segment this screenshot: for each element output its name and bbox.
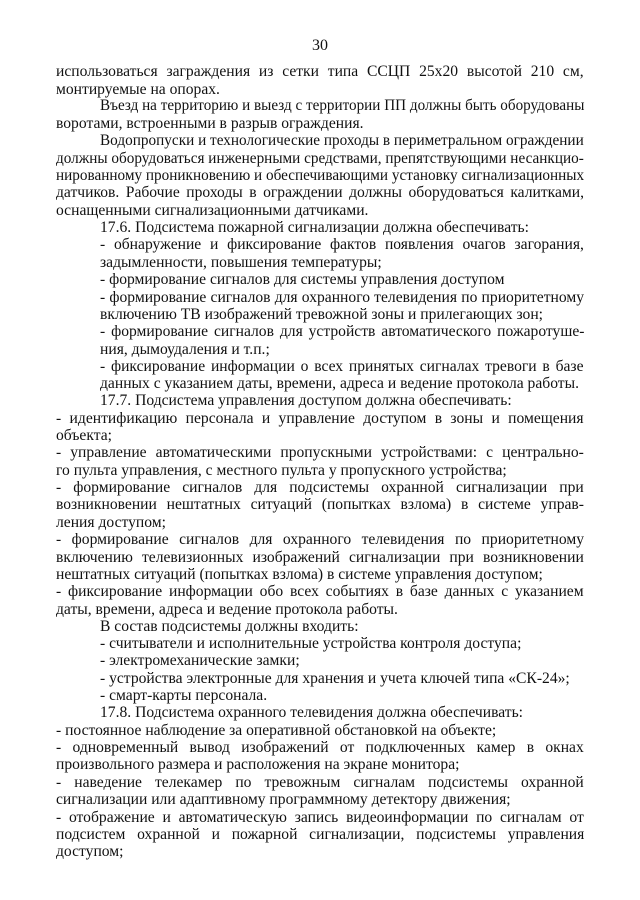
text-line: нированному проникновению и обеспечивающими установку сигнализационных — [56, 167, 585, 185]
text-line: - формирование сигналов для охранного телевидения по приоритетному — [56, 530, 585, 548]
text-line: доступом; — [56, 843, 124, 861]
text-line: - устройства электронные для хранения и учета ключей типа «СК-24»; — [100, 669, 570, 687]
text-line: 17.8. Подсистема охранного телевидения должна обеспечивать: — [100, 704, 524, 722]
text-line: - формирование сигналов для устройств автоматического пожаротуше- — [100, 323, 585, 341]
text-line: - формирование сигналов для системы управления доступом — [100, 270, 505, 288]
text-line: даты, времени, адреса и ведение протокола работы. — [56, 600, 398, 618]
text-line: го пульта управления, с местного пульта у пропускного устройства; — [56, 461, 507, 479]
text-line: - обнаружение и фиксирование фактов появления очагов загорания, — [100, 236, 584, 254]
text-line: подсистем охранной и пожарной сигнализации, подсистемы управления — [56, 826, 585, 844]
text-line: нештатных ситуаций (попытках взлома) в системе управления доступом; — [56, 566, 543, 584]
text-line: должны оборудоваться инженерными средствами, препятствующими несанкцио- — [56, 149, 584, 167]
text-line: - считыватели и исполнительные устройства контроля доступа; — [100, 635, 522, 653]
text-line: использоваться заграждения из сетки типа ССЦП 25х20 высотой 210 см, — [56, 63, 584, 80]
text-line: - постоянное наблюдение за оперативной обстановкой на объекте; — [56, 721, 497, 739]
text-line: объекта; — [56, 427, 112, 445]
text-line: - управление автоматическими пропускными устройствами: с центрально- — [56, 444, 584, 462]
text-line: - смарт-карты персонала. — [100, 687, 268, 705]
text-line: задымленности, повышения температуры; — [100, 254, 382, 272]
text-line: включению телевизионных изображений сигнализации при возникновении — [56, 548, 584, 566]
text-line: - фиксирование информации обо всех событиях в базе данных с указанием — [56, 583, 584, 601]
text-line: - формирование сигналов для охранного телевидения по приоритетному — [100, 288, 585, 306]
text-line: Въезд на территорию и выезд с территории ПП должны быть оборудованы — [100, 97, 585, 115]
text-line: 17.7. Подсистема управления доступом должна обеспечивать: — [100, 392, 512, 410]
text-line: - фиксирование информации о всех принятых сигналах тревоги в базе — [100, 357, 584, 375]
text-line: - отображение и автоматическую запись видеоинформации по сигналам от — [56, 808, 584, 826]
text-line: - электромеханические замки; — [100, 652, 300, 670]
text-line: - формирование сигналов для подсистемы охранной сигнализации при — [56, 478, 584, 496]
text-line: - идентификацию персонала и управление доступом в зоны и помещения — [56, 409, 584, 427]
page-number: 30 — [312, 37, 328, 54]
text-line: ния, дымоудаления и т.п.; — [100, 340, 270, 358]
text-line: 17.6. Подсистема пожарной сигнализации должна обеспечивать: — [100, 218, 529, 236]
text-line: произвольного размера и расположения на экране монитора; — [56, 756, 460, 774]
text-line: Водопропуски и технологические проходы в периметральном ограждении — [100, 131, 584, 149]
text-line: оснащенными сигнализационными датчиками. — [56, 201, 369, 219]
text-line: монтируемые на опорах. — [56, 80, 220, 98]
text-line: возникновении нештатных ситуаций (попытках взлома) в системе управ- — [56, 496, 584, 514]
text-line: воротами, встроенными в разрыв ограждения. — [56, 115, 364, 133]
text-line: датчиков. Рабочие проходы в ограждении должны оборудоваться калитками, — [56, 184, 585, 202]
text-line: данных с указанием даты, времени, адреса и ведение протокола работы. — [100, 375, 579, 393]
text-line: включению ТВ изображений тревожной зоны и прилегающих зон; — [100, 306, 544, 324]
text-line: - наведение телекамер по тревожным сигналам подсистемы охранной — [56, 774, 584, 792]
text-line: В состав подсистемы должны входить: — [100, 617, 359, 635]
text-line: ления доступом; — [56, 514, 166, 532]
text-line: сигнализации или адаптивному программному детектору движения; — [56, 790, 511, 808]
text-line: - одновременный вывод изображений от подключенных камер в окнах — [56, 738, 584, 756]
